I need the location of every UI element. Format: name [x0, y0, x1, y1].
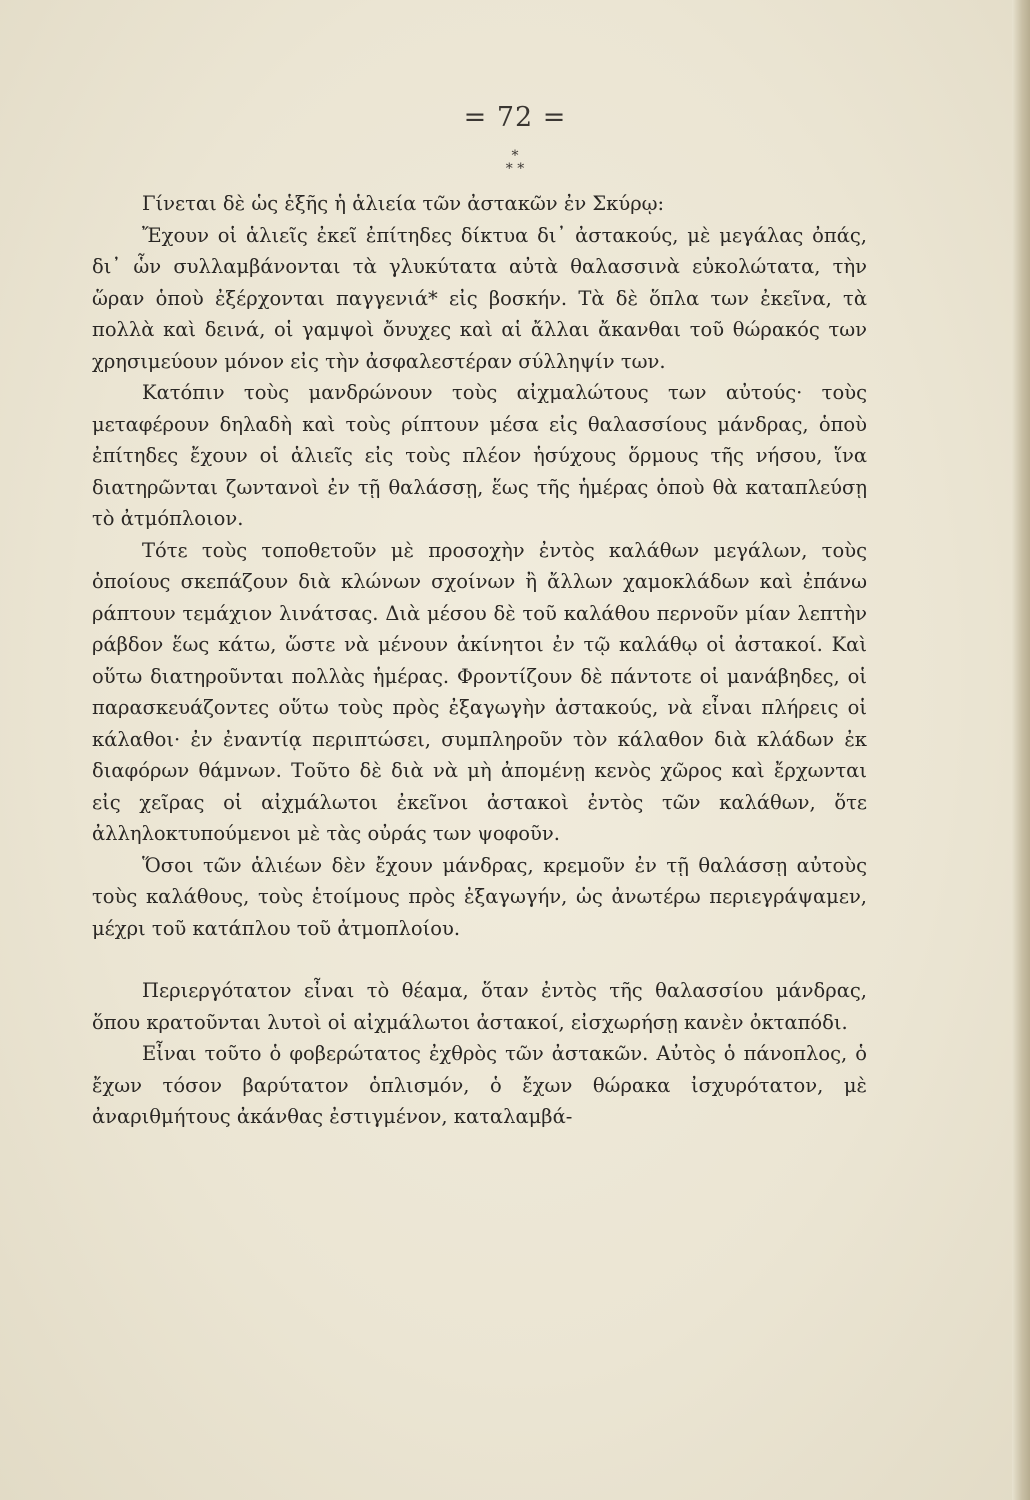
asterism-top: * — [511, 148, 519, 164]
paragraph-hanging-baskets: Ὅσοι τῶν ἁλιέων δὲν ἔχουν μάνδρας, κρεμοῦν ἐν τῇ θαλάσσῃ αὐτοὺς τοὺς καλάθους, τοὺς ἑτοίμους πρὸς ἐξαγωγήν, ὡς ἀνωτέρω περιεγράψαμεν, μέχρι τοῦ κατάπλου τοῦ ἀτμοπλοίου. — [92, 853, 867, 940]
paragraph-baskets: Τότε τοὺς τοποθετοῦν μὲ προσοχὴν ἐντὸς καλάθων μεγάλων, τοὺς ὁποίους σκεπάζουν διὰ κλώνων σχοίνων ἢ ἄλλων χαμοκλάδων καὶ ἐπάνω ράπτουν τεμάχιον λινάτσας. Διὰ μέσου δὲ τοῦ καλάθου περνοῦν μίαν λεπτὴν ράβδον ἕως κάτω, ὥστε νὰ μένουν ἀκίνητοι ἐν τῷ καλάθῳ οἱ ἀστακοί. Καὶ οὕτω διατηροῦνται πολλὰς ἡμέρας. Φροντίζουν δὲ πάντοτε οἱ μανάβηδες, οἱ παρασκευάζοντες οὕτω τοὺς πρὸς ἐξαγωγὴν ἀστακούς, νὰ εἶναι πλήρεις οἱ κάλαθοι· ἐν ἐναντίᾳ περιπτώσει, συμπληροῦν τὸν κάλαθον διὰ κλάδων ἐκ διαφόρων θάμνων. Τοῦτο δὲ διὰ νὰ μὴ ἀπομένῃ κενὸς χῶρος καὶ ἔρχωνται εἰς χεῖρας οἱ αἰχμάλωτοι ἐκεῖνοι ἀστακοὶ ἐντὸς τῶν καλάθων, ὅτε ἀλληλοκτυπούμενοι μὲ τὰς οὐράς των ψοφοῦν. — [92, 538, 867, 845]
asterism-bottom: * * — [505, 161, 525, 177]
paragraph-nets: Ἔχουν οἱ ἁλιεῖς ἐκεῖ ἐπίτηδες δίκτυα δι᾽ ἀστακούς, μὲ μεγάλας ὀπάς, δι᾽ ὧν συλλαμβάνονται τὰ γλυκύτατα αὐτὰ θαλασσινὰ εὐκολώτατα, τὴν ὥραν ὁποὺ ἐξέρχονται παγγενιά* εἰς βοσκήν. Τὰ δὲ ὅπλα των ἐκεῖνα, τὰ πολλὰ καὶ δεινά, οἱ γαμψοὶ ὄνυχες καὶ αἱ ἄλλαι ἄκανθαι τοῦ θώρακός των χρησιμεύουν μόνον εἰς τὴν ἀσφαλεστέραν σύλληψίν των. — [92, 223, 867, 373]
page-edge-shadow — [1012, 0, 1030, 1500]
paragraph-octopus-intro: Περιεργότατον εἶναι τὸ θέαμα, ὅταν ἐντὸς τῆς θαλασσίου μάνδρας, ὅπου κρατοῦνται λυτοὶ οἱ αἰχμάλωτοι ἀστακοί, εἰσχωρήσῃ κανὲν ὀκταπόδι. — [92, 979, 867, 1034]
page-number: = 72 = — [463, 102, 567, 133]
body-text — [92, 188, 867, 1133]
paragraph-intro: Γίνεται δὲ ὡς ἑξῆς ἡ ἁλιεία τῶν ἀστακῶν ἐν Σκύρῳ: — [142, 192, 665, 215]
paragraph-octopus-enemy: Εἶναι τοῦτο ὁ φοβερώτατος ἐχθρὸς τῶν ἀστακῶν. Αὐτὸς ὁ πάνοπλος, ὁ ἔχων τόσον βαρύτατον ὁπλισμόν, ὁ ἔχων θώρακα ἰσχυρότατον, μὲ ἀναριθμήτους ἀκάνθας ἐστιγμένον, καταλαμβά- — [92, 1042, 867, 1128]
asterism-separator — [0, 150, 1030, 176]
paragraph-pens: Κατόπιν τοὺς μανδρώνουν τοὺς αἰχμαλώτους των αὐτούς· τοὺς μεταφέρουν δηλαδὴ καὶ τοὺς ρίπτουν μέσα εἰς θαλασσίους μάνδρας, ὁποὺ ἐπίτηδες ἔχουν οἱ ἁλιεῖς εἰς τοὺς πλέον ἡσύχους ὅρμους τῆς νήσου, ἵνα διατηρῶνται ζωντανοὶ ἐν τῇ θαλάσσῃ, ἕως τῆς ἡμέρας ὁποὺ θὰ καταπλεύσῃ τὸ ἀτμόπλοιον. — [92, 381, 867, 530]
